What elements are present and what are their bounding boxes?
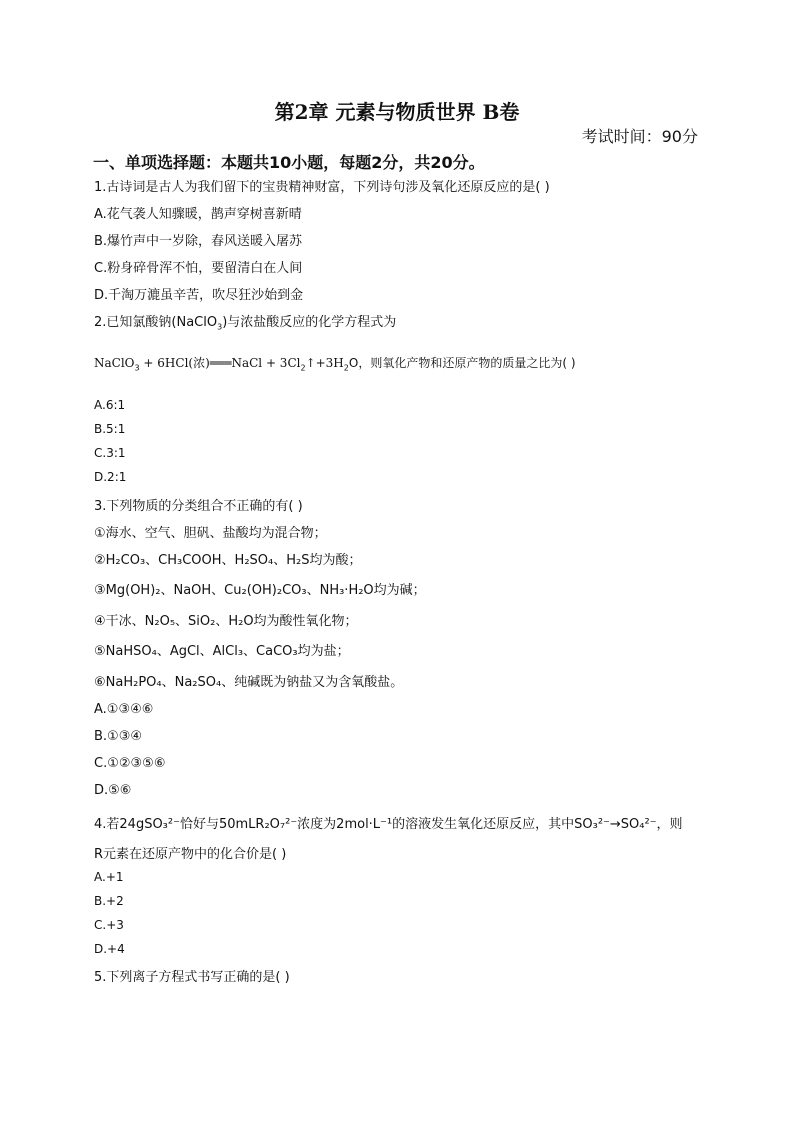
q2-option-c: C.3:1	[94, 446, 126, 460]
q3-option-b: B.①③④	[94, 729, 143, 744]
q4-option-b: B.+2	[94, 894, 124, 908]
q4-option-c: C.+3	[94, 918, 124, 932]
q3-option-a: A.①③④⑥	[94, 702, 154, 717]
q2-option-b: B.5:1	[94, 422, 126, 436]
q3-item-6: ⑥NaH₂PO₄、Na₂SO₄、纯碱既为钠盐又为含氧酸盐。	[94, 675, 404, 690]
q4-option-a: A.+1	[94, 870, 124, 884]
q1-option-c: C.粉身碎骨浑不怕，要留清白在人间	[94, 261, 303, 276]
q2-option-d: D.2:1	[94, 470, 127, 484]
section-heading: 一、单项选择题：本题共10小题，每题2分，共20分。	[93, 153, 485, 172]
q3-option-c: C.①②③⑤⑥	[94, 756, 166, 771]
q2-eq-part1: NaClO	[94, 356, 135, 370]
q2-stem-part1: 2.已知氯酸钠(NaClO	[94, 315, 218, 330]
q2-equation: NaClO$_3$ + 6HCl(浓)═══NaCl + $3Cl_2↑+3H_2O$，则氧化产物和还原产物的质量之比为( )	[94, 356, 576, 373]
q3-stem: 3.下列物质的分类组合不正确的有( )	[94, 499, 303, 514]
exam-time: 考试时间：90分	[581, 127, 698, 146]
q1-option-d: D.千淘万漉虽辛苦，吹尽狂沙始到金	[94, 288, 304, 303]
q4-option-d: D.+4	[94, 942, 125, 956]
q3-item-5: ⑤NaHSO₄、AgCl、AlCl₃、CaCO₃均为盐；	[94, 644, 350, 659]
q2-eq-part3: ↑+3H	[305, 356, 344, 370]
q5-stem: 5.下列离子方程式书写正确的是( )	[94, 970, 290, 985]
q3-item-1: ①海水、空气、胆矾、盐酸均为混合物；	[94, 526, 327, 541]
page-title: 第2章 元素与物质世界 B卷	[274, 100, 520, 124]
q1-option-b: B.爆竹声中一岁除，春风送暖入屠苏	[94, 234, 303, 249]
q4-stem-line2: R元素在还原产物中的化合价是( )	[94, 847, 287, 862]
q4-stem-line1: 4.若24gSO₃²⁻恰好与50mLR₂O₇²⁻浓度为2mol·L⁻¹的溶液发生氧化还原反应，其中SO₃²⁻→SO₄²⁻，则	[94, 817, 683, 832]
q2-eq-part4: O，则氧化产物和还原产物的质量之比为( )	[348, 356, 576, 370]
q3-option-d: D.⑤⑥	[94, 783, 132, 798]
q2-stem: 2.已知氯酸钠(NaClO$_3$)与浓盐酸反应的化学方程式为	[94, 315, 397, 332]
q1-stem: 1.古诗词是古人为我们留下的宝贵精神财富，下列诗句涉及氧化还原反应的是( )	[94, 180, 550, 195]
q3-item-3: ③Mg(OH)₂、NaOH、Cu₂(OH)₂CO₃、NH₃·H₂O均为碱；	[94, 583, 426, 598]
q2-stem-part2: )与浓盐酸反应的化学方程式为	[222, 315, 397, 330]
q3-item-4: ④干冰、N₂O₅、SiO₂、H₂O均为酸性氧化物；	[94, 614, 358, 629]
q1-option-a: A.花气袭人知骤暖，鹊声穿树喜新晴	[94, 207, 302, 222]
q2-eq-part2: + 6HCl(浓)═══NaCl + 3Cl	[139, 356, 301, 370]
q3-item-2: ②H₂CO₃、CH₃COOH、H₂SO₄、H₂S均为酸；	[94, 553, 362, 568]
q2-option-a: A.6:1	[94, 398, 126, 412]
